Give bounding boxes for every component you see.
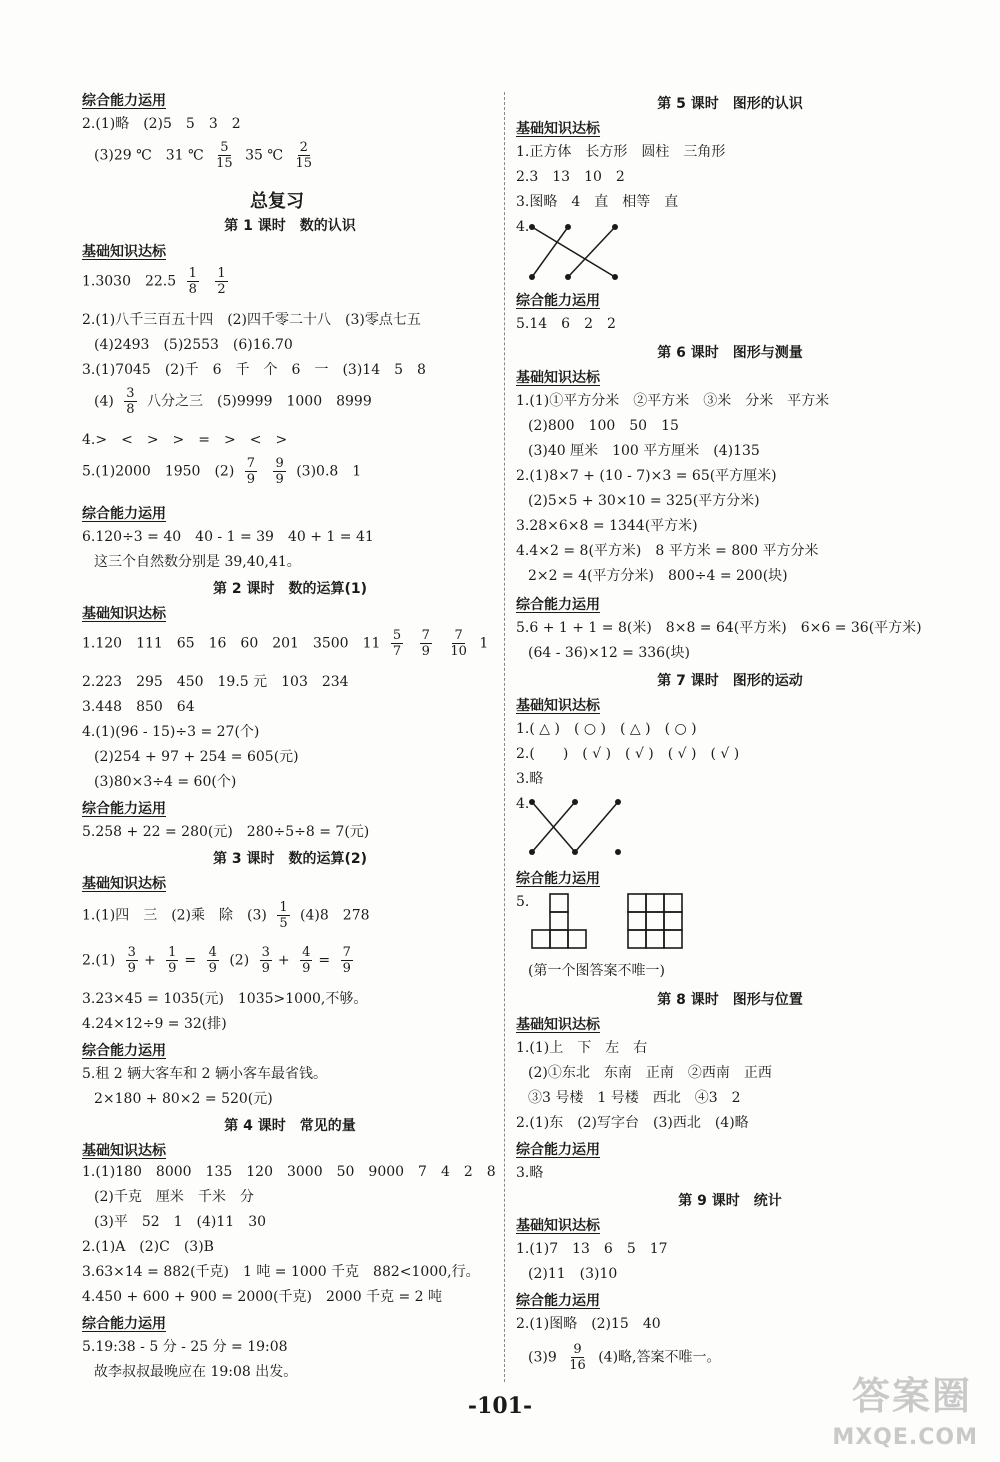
- answer-line: 2.223 295 450 19.5 元 103 234: [82, 674, 349, 690]
- answer-line: 5.14 6 2 2: [516, 316, 616, 332]
- answer-line: 4.24×12÷9 = 32(排): [82, 1016, 227, 1032]
- answer-line: 3.图略 4 直 相等 直: [516, 194, 679, 210]
- answer-line: 1.正方体 长方形 圆柱 三角形: [516, 144, 726, 160]
- section-heading: 综合能力运用: [82, 1043, 166, 1059]
- answer-note: (第一个图答案不唯一): [528, 963, 665, 979]
- section-heading: 综合能力运用: [516, 293, 600, 309]
- lesson-heading: 第 1 课时 数的认识: [224, 218, 356, 234]
- section-heading: 基础知识达标: [516, 121, 600, 137]
- section-heading: 基础知识达标: [516, 698, 600, 714]
- answer-line: ③3 号楼 1 号楼 西北 ④3 2: [528, 1090, 741, 1106]
- answer-line: (3)40 厘米 100 平方厘米 (4)135: [528, 443, 760, 459]
- answer-line: 2.(1) $\frac{3}{9}$ + $\frac{1}{9}$ = $\frac{4}{9}$ (2) $\frac{3}{9}$ + $\frac{4}{9}$ = $\frac{7}{9}$: [82, 945, 351, 976]
- page-number: -101-: [467, 1393, 533, 1419]
- answer-line: 3.(1)7045 (2)千 6 千 个 6 一 (3)14 5 8: [82, 362, 426, 378]
- answer-line: 4.(1)(96 - 15)÷3 = 27(个): [82, 724, 260, 740]
- answer-line: 1.( △ ) ( ○ ) ( △ ) ( ○ ): [516, 721, 697, 737]
- answer-line: 2.(1)东 (2)写字台 (3)西北 (4)略: [516, 1115, 749, 1131]
- section-heading: 基础知识达标: [516, 1017, 600, 1033]
- answer-line: (3)平 52 1 (4)11 30: [94, 1214, 267, 1230]
- answer-line: 3.448 850 64: [82, 699, 195, 715]
- section-heading: 基础知识达标: [82, 606, 166, 622]
- fraction: $\frac{7}{9}$: [246, 456, 256, 487]
- fraction: $\frac{7}{9}$: [342, 945, 351, 976]
- fraction: $\frac{3}{9}$: [127, 945, 136, 976]
- fraction: $\frac{4}{9}$: [208, 945, 217, 976]
- matching-lines-diagram: [520, 790, 630, 860]
- answer-line: (2)11 (3)10: [528, 1266, 618, 1282]
- answer-line: (2)254 + 97 + 254 = 605(元): [94, 749, 299, 765]
- answer-line: 2×2 = 4(平方分米) 800÷4 = 200(块): [528, 568, 788, 584]
- answer-line: (3)80×3÷4 = 60(个): [94, 774, 237, 790]
- answer-line: 1.3030 22.5 $\frac{1}{8}$ $\frac{1}{2}$: [82, 266, 226, 297]
- lesson-heading: 第 3 课时 数的运算(2): [212, 851, 368, 867]
- section-heading: 综合能力运用: [82, 506, 166, 522]
- answer-line: 3.63×14 = 882(千克) 1 吨 = 1000 千克 882<1000,行。: [82, 1264, 480, 1280]
- section-heading: 综合能力运用: [82, 801, 166, 817]
- answer-line: 2.( ) ( √ ) ( √ ) ( √ ) ( √ ): [516, 746, 740, 762]
- answer-line: 2.(1)A (2)C (3)B: [82, 1239, 214, 1255]
- section-heading: 综合能力运用: [516, 1293, 600, 1309]
- fraction: $\frac{9}{9}$: [275, 456, 284, 487]
- cube-view-diagram: [528, 890, 698, 954]
- answer-line: 5.6 + 1 + 1 = 8(米) 8×8 = 64(平方米) 6×6 = 36(平方米): [516, 620, 922, 636]
- fraction: $\frac{7}{9}$: [421, 628, 430, 659]
- fraction: $\frac{1}{9}$: [168, 945, 177, 976]
- fraction: $\frac{7}{10}$: [450, 628, 467, 659]
- section-heading: 综合能力运用: [516, 597, 600, 613]
- answer-line: 2×180 + 80×2 = 520(元): [94, 1091, 273, 1107]
- answer-line: 2.3 13 10 2: [516, 169, 625, 185]
- answer-line: (2)千克 厘米 千米 分: [94, 1189, 254, 1205]
- answer-line: (2)5×5 + 30×10 = 325(平方分米): [528, 493, 760, 509]
- fraction: $\frac{5}{7}$: [392, 628, 402, 659]
- answer-line: 5.258 + 22 = 280(元) 280÷5÷8 = 7(元): [82, 824, 370, 840]
- answer-line: 1.(1)上 下 左 右: [516, 1040, 648, 1056]
- answer-line: 2.(1)八千三百五十四 (2)四千零二十八 (3)零点七五: [82, 312, 421, 328]
- fraction: $\frac{3}{8}$: [126, 386, 135, 417]
- section-heading: 基础知识达标: [82, 244, 166, 260]
- answer-line: 2.(1)图略 (2)15 40: [516, 1316, 661, 1332]
- answer-line: 这三个自然数分别是 39,40,41。: [94, 554, 301, 570]
- fraction: $\frac{1}{5}$: [279, 900, 288, 931]
- answer-line: 3.略: [516, 771, 544, 787]
- fraction: $\frac{3}{9}$: [261, 945, 270, 976]
- section-heading: 基础知识达标: [82, 1143, 166, 1159]
- answer-line: (3)9 $\frac{9}{16}$ (4)略,答案不唯一。: [528, 1342, 721, 1373]
- fraction: $\frac{2}{15}$: [295, 140, 313, 171]
- section-heading: 综合能力运用: [516, 1142, 600, 1158]
- answer-line: (3)29 ℃ 31 ℃ $\frac{5}{15}$ 35 ℃ $\frac{2}{15}$: [94, 140, 313, 171]
- answer-line: 1.120 111 65 16 60 201 3500 11 $\frac{5}{7}$ $\frac{7}{9}$ $\frac{7}{10}$ 1: [82, 628, 489, 659]
- answer-line: 2.(1)略 (2)5 5 3 2: [82, 116, 241, 132]
- answer-line: 1.(1)四 三 (2)乘 除 (3) $\frac{1}{5}$ (4)8 278: [82, 900, 370, 931]
- answer-line: 6.120÷3 = 40 40 - 1 = 39 40 + 1 = 41: [82, 529, 374, 545]
- lesson-heading: 第 4 课时 常见的量: [224, 1118, 356, 1134]
- fraction: $\frac{4}{9}$: [302, 945, 311, 976]
- answer-line: 1.(1)7 13 6 5 17: [516, 1241, 668, 1257]
- watermark-url: MXQE.COM: [832, 1425, 978, 1450]
- lesson-heading: 第 5 课时 图形的认识: [657, 96, 803, 112]
- fraction: $\frac{5}{15}$: [216, 140, 233, 171]
- matching-lines-diagram: [520, 215, 630, 285]
- lesson-heading: 第 2 课时 数的运算(1): [212, 581, 368, 597]
- answer-line: (2)①东北 东南 正南 ②西南 正西: [528, 1065, 772, 1081]
- answer-line: 3.23×45 = 1035(元) 1035>1000,不够。: [82, 991, 368, 1007]
- fraction: $\frac{1}{2}$: [217, 266, 226, 297]
- answer-line: 4.4×2 = 8(平方米) 8 平方米 = 800 平方分米: [516, 543, 819, 559]
- answer-line: (64 - 36)×12 = 336(块): [528, 645, 691, 661]
- watermark-text: 答案圈: [851, 1374, 972, 1418]
- answer-line: (4) $\frac{3}{8}$ 八分之三 (5)9999 1000 8999: [94, 386, 372, 417]
- section-heading: 基础知识达标: [516, 1218, 600, 1234]
- section-heading: 综合能力运用: [516, 871, 600, 887]
- column-divider: [504, 92, 505, 1382]
- page-title: 总复习: [250, 191, 304, 212]
- answer-line: (2)800 100 50 15: [528, 418, 679, 434]
- answer-line: 4.: [516, 796, 530, 812]
- answer-line: 4.: [516, 219, 530, 235]
- answer-line: 5.19:38 - 5 分 - 25 分 = 19:08: [82, 1339, 288, 1355]
- answer-line: 5.租 2 辆大客车和 2 辆小客车最省钱。: [82, 1066, 327, 1082]
- fraction: $\frac{1}{8}$: [188, 266, 197, 297]
- answer-line: 1.(1)①平方分米 ②平方米 ③米 分米 平方米: [516, 393, 830, 409]
- answer-line: 5.: [516, 894, 530, 910]
- lesson-heading: 第 7 课时 图形的运动: [657, 673, 803, 689]
- answer-line: 5.(1)2000 1950 (2) $\frac{7}{9}$ $\frac{9}{9}$ (3)0.8 1: [82, 456, 362, 487]
- answer-line: 4.450 + 600 + 900 = 2000(千克) 2000 千克 = 2 吨: [82, 1289, 443, 1305]
- answer-line: 3.28×6×8 = 1344(平方米): [516, 518, 698, 534]
- lesson-heading: 第 8 课时 图形与位置: [657, 992, 803, 1008]
- answer-line: 故李叔叔最晚应在 19:08 出发。: [94, 1364, 298, 1380]
- fraction: $\frac{9}{16}$: [569, 1342, 586, 1373]
- answer-line: 4.> < > > = > < >: [82, 432, 288, 448]
- answer-line: 1.(1)180 8000 135 120 3000 50 9000 7 4 2 8: [82, 1164, 496, 1180]
- answer-line: 2.(1)8×7 + (10 - 7)×3 = 65(平方厘米): [516, 468, 777, 484]
- lesson-heading: 第 9 课时 统计: [678, 1193, 782, 1209]
- section-heading: 综合能力运用: [82, 93, 166, 109]
- section-heading: 综合能力运用: [82, 1316, 166, 1332]
- lesson-heading: 第 6 课时 图形与测量: [657, 345, 803, 361]
- section-heading: 基础知识达标: [516, 370, 600, 386]
- section-heading: 基础知识达标: [82, 876, 166, 892]
- answer-line: 3.略: [516, 1165, 544, 1181]
- answer-line: (4)2493 (5)2553 (6)16.70: [94, 337, 293, 353]
